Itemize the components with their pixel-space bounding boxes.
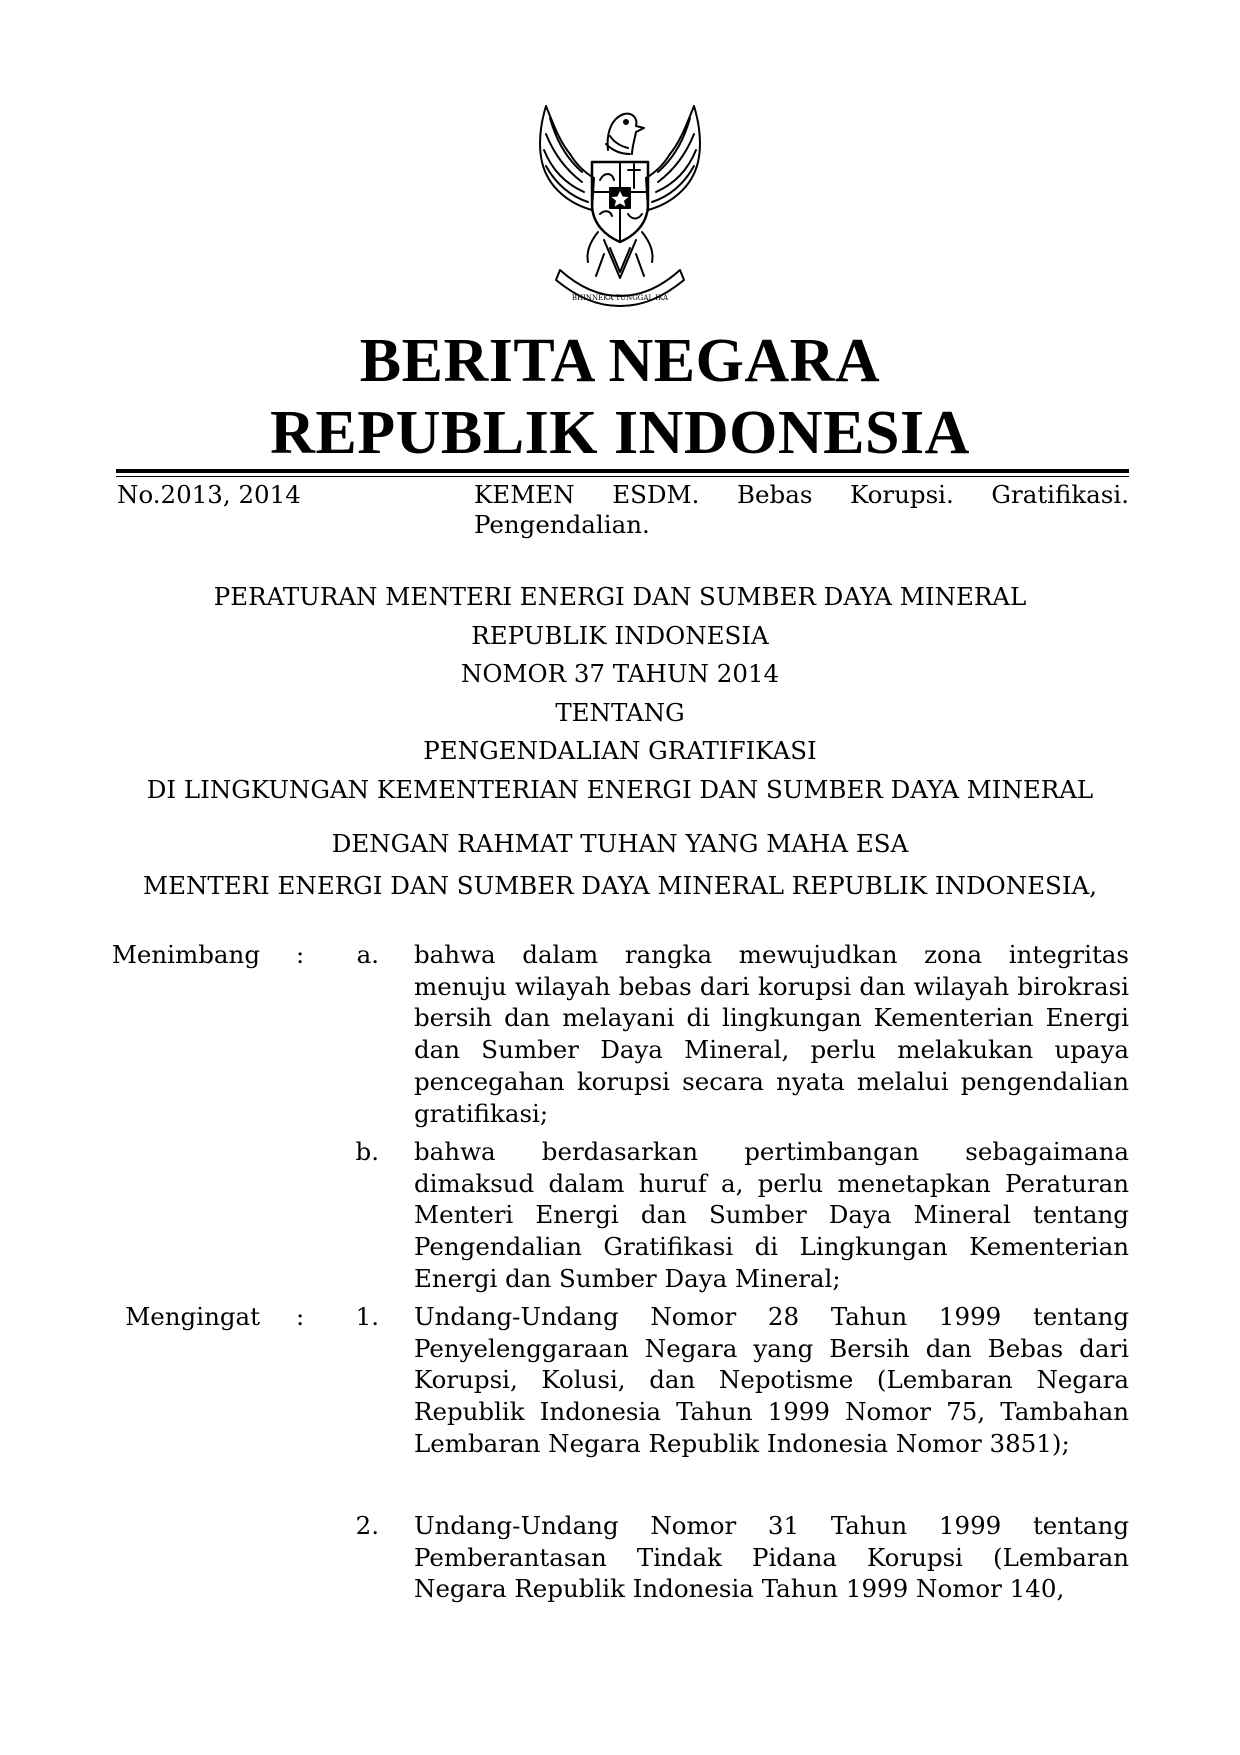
emblem-motto: BHINNEKA TUNGGAL IKA (571, 294, 669, 302)
list-item-marker: 1. (355, 1302, 379, 1331)
title-line: TENTANG (555, 697, 685, 727)
regulation-title (0, 578, 1240, 809)
garuda-pancasila-emblem-icon (520, 92, 720, 312)
list-item-marker: 2. (355, 1511, 379, 1540)
title-line: PENGENDALIAN GRATIFIKASI (423, 736, 817, 765)
issue-number: No.2013, 2014 (117, 480, 301, 509)
issue-subject-line1: KEMEN ESDM. Bebas Korupsi. Gratifikasi. (474, 480, 1129, 509)
masthead-divider (116, 469, 1129, 473)
title-line: REPUBLIK INDONESIA (471, 620, 769, 650)
list-item-marker: a. (356, 940, 379, 969)
list-item-marker: b. (355, 1137, 379, 1166)
opening-formula (0, 826, 1240, 904)
title-line: DI LINGKUNGAN KEMENTERIAN ENERGI DAN SUMBER DAYA MINERAL (146, 774, 1094, 804)
menimbang-colon: : (296, 940, 305, 969)
masthead-divider-thin (116, 476, 1129, 477)
mengingat-label: Mengingat (125, 1302, 260, 1331)
title-line: NOMOR 37 TAHUN 2014 (460, 659, 780, 688)
opening-line: DENGAN RAHMAT TUHAN YANG MAHA ESA (331, 829, 909, 858)
list-item-text: Undang-Undang Nomor 28 Tahun 1999 tentang Penyelenggaraan Negara yang Bersih dan Bebas dari Korupsi, Kolusi, dan Nepotisme (Lembaran Negara Republik Indonesia Tahun 1999 Nomor 75, Tambahan Lembaran Negara Republik Indonesia Nomor 3851); (414, 1302, 1129, 1458)
issue-subject-line2: Pengendalian. (474, 510, 650, 539)
masthead-subtitle: REPUBLIK INDONESIA (270, 399, 970, 467)
list-item-text: bahwa dalam rangka mewujudkan zona integritas menuju wilayah bebas dari korupsi dan wilayah birokrasi bersih dan melayani di lingkungan Kementerian Energi dan Sumber Daya Mineral, perlu melakukan upaya pencegahan korupsi secara nyata melalui pengendalian gratifikasi; (414, 940, 1129, 1128)
mengingat-colon: : (296, 1302, 305, 1331)
list-item-text: Undang-Undang Nomor 31 Tahun 1999 tentang Pemberantasan Tindak Pidana Korupsi (Lembaran Negara Republik Indonesia Tahun 1999 Nomor 140, (414, 1511, 1129, 1604)
masthead-title: BERITA NEGARA (359, 327, 881, 395)
title-line: PERATURAN MENTERI ENERGI DAN SUMBER DAYA MINERAL (213, 582, 1027, 611)
list-item-text: bahwa berdasarkan pertimbangan sebagaimana dimaksud dalam huruf a, perlu menetapkan Peraturan Menteri Energi dan Sumber Daya Mineral tentang Pengendalian Gratifikasi di Lingkungan Kementerian Energi dan Sumber Daya Mineral; (414, 1137, 1129, 1293)
menimbang-label: Menimbang (111, 940, 260, 969)
opening-line: MENTERI ENERGI DAN SUMBER DAYA MINERAL REPUBLIK INDONESIA, (142, 871, 1097, 900)
issue-subject (474, 480, 1129, 540)
